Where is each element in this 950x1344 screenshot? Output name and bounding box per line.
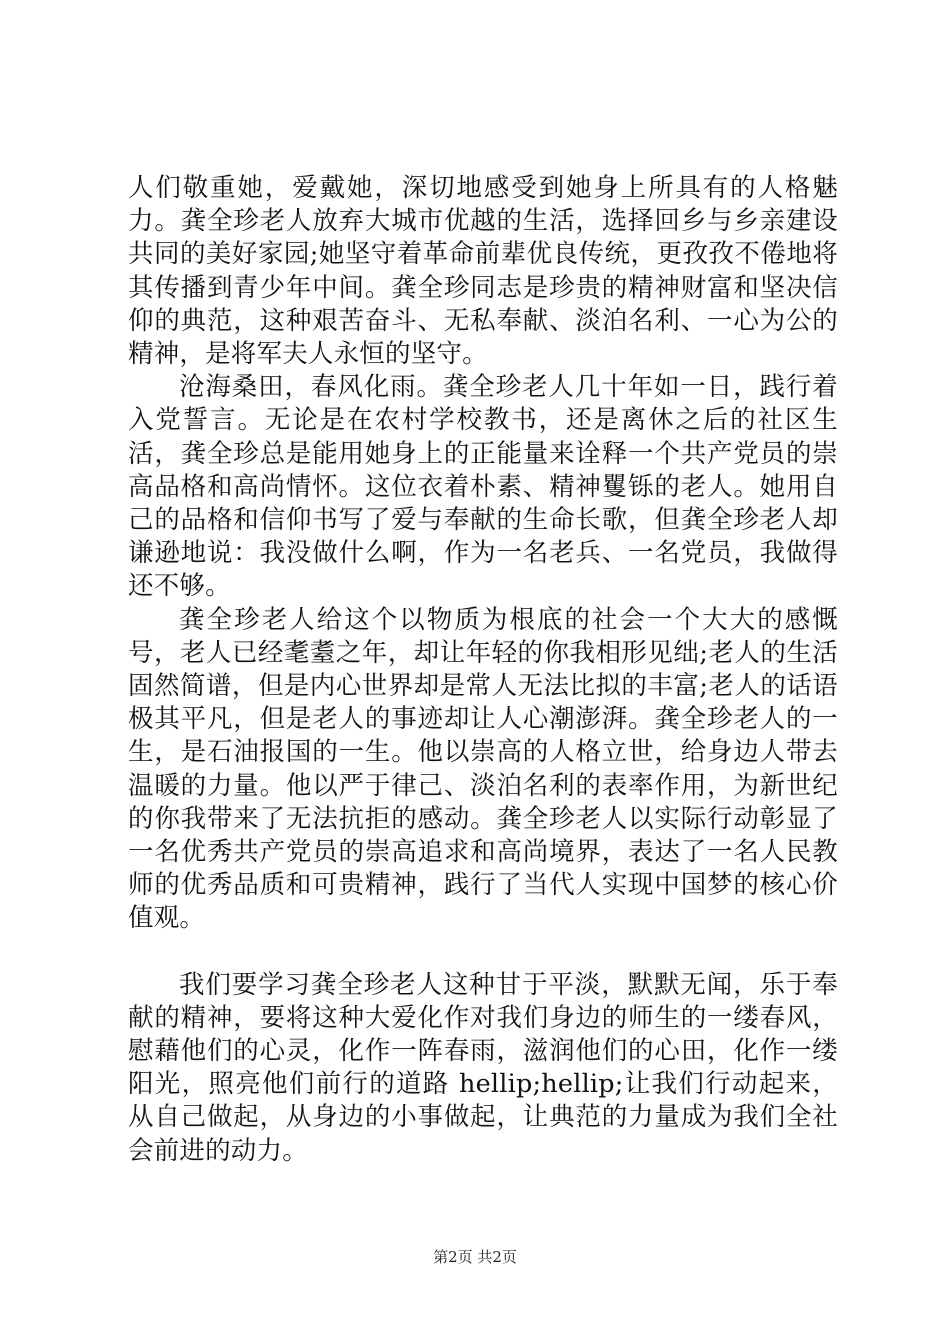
document-body xyxy=(128,172,838,1168)
paragraph-4: 我们要学习龚全珍老人这种甘于平淡，默默无闻，乐于奉献的精神，要将这种大爱化作对我们身边的师生的一缕春风，慰藉他们的心灵，化作一阵春雨，滋润他们的心田，化作一缕阳光，照亮他们前行的道路 hellip;hellip;让我们行动起来，从自己做起，从身边的小事做起，让典范的力量成为我们全社会前进的动力。 xyxy=(128,969,838,1166)
page-number-footer: 第2页 共2页 xyxy=(433,1248,517,1266)
paragraph-3: 龚全珍老人给这个以物质为根底的社会一个大大的感慨号，老人已经耄耋之年，却让年轻的你我相形见绌;老人的生活固然简谱，但是内心世界却是常人无法比拟的丰富;老人的话语极其平凡，但是老人的事迹却让人心潮澎湃。龚全珍老人的一生，是石油报国的一生。他以崇高的人格立世，给身边人带去温暖的力量。他以严于律己、淡泊名利的表率作用，为新世纪的你我带来了无法抗拒的感动。龚全珍老人以实际行动彰显了一名优秀共产党员的崇高追求和高尚境界，表达了一名人民教师的优秀品质和可贵精神，践行了当代人实现中国梦的核心价值观。 xyxy=(128,604,838,934)
paragraph-1: 人们敬重她，爱戴她，深切地感受到她身上所具有的人格魅力。龚全珍老人放弃大城市优越的生活，选择回乡与乡亲建设共同的美好家园;她坚守着革命前辈优良传统，更孜孜不倦地将其传播到青少年中间。龚全珍同志是珍贵的精神财富和坚决信仰的典范，这种艰苦奋斗、无私奉献、淡泊名利、一心为公的精神，是将军夫人永恒的坚守。 xyxy=(128,173,838,370)
paragraph-2: 沧海桑田，春风化雨。龚全珍老人几十年如一日，践行着入党誓言。无论是在农村学校教书，还是离休之后的社区生活，龚全珍总是能用她身上的正能量来诠释一个共产党员的崇高品格和高尚情怀。这位衣着朴素、精神矍铄的老人。她用自己的品格和信仰书写了爱与奉献的生命长歌，但龚全珍老人却谦逊地说：我没做什么啊，作为一名老兵、一名党员，我做得还不够。 xyxy=(128,372,838,602)
